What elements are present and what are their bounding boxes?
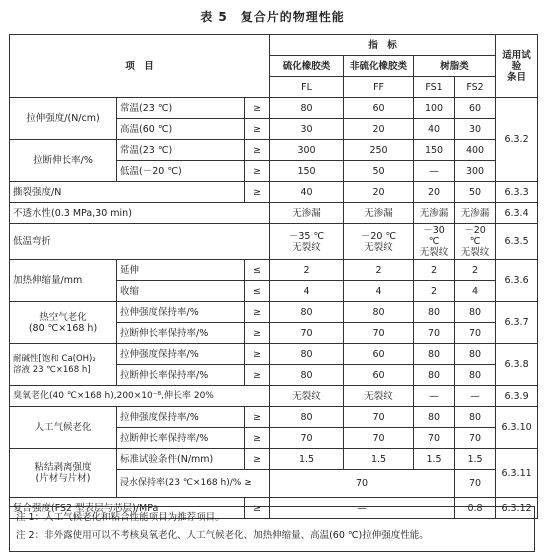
- tear-clause: 6.3.3: [496, 182, 538, 203]
- header-fs2: FS2: [455, 77, 496, 98]
- table-cell: —: [414, 386, 455, 407]
- elong-op2: ≥: [245, 161, 270, 182]
- table-cell: 0.8: [455, 498, 496, 519]
- table-cell: 1.5: [414, 449, 455, 470]
- elong-op1: ≥: [245, 140, 270, 161]
- hotair-clause: 6.3.7: [496, 302, 538, 344]
- composite-label: 复合强度(FS2 型表层与芯层)/MPa: [10, 498, 245, 519]
- table-cell: 2: [455, 260, 496, 281]
- header-ff: FF: [344, 77, 414, 98]
- table-cell: 2: [270, 260, 344, 281]
- ozone-label: 臭氧老化(40 ℃×168 h),200×10⁻⁸,伸长率 20%: [10, 386, 270, 407]
- table-cell: 80: [414, 302, 455, 323]
- artificial-op1: ≥: [245, 407, 270, 428]
- table-cell: 无裂纹: [270, 386, 344, 407]
- table-cell: 70: [414, 428, 455, 449]
- tensile-cond2: 高温(60 ℃): [117, 119, 245, 140]
- table-cell: 无裂纹: [344, 386, 414, 407]
- table-cell: 1.5: [455, 449, 496, 470]
- peel-cond2: 浸水保持率(23 ℃×168 h)/% ≥: [117, 470, 270, 498]
- table-cell: 40: [414, 119, 455, 140]
- water-clause: 6.3.4: [496, 203, 538, 224]
- artificial-cond1: 拉伸强度保持率/%: [117, 407, 245, 428]
- table-cell: 30: [270, 119, 344, 140]
- table-title: 表 5 复合片的物理性能: [200, 10, 345, 24]
- table-cell: 80: [270, 344, 344, 365]
- table-cell: 4: [344, 281, 414, 302]
- table-cell: 80: [414, 407, 455, 428]
- hotair-label: 热空气老化 (80 ℃×168 h): [10, 302, 117, 344]
- table-cell: 无渗漏: [455, 203, 496, 224]
- table-cell: 70: [344, 428, 414, 449]
- table-cell: 80: [414, 365, 455, 386]
- header-vulcanized: 硫化橡胶类: [270, 56, 344, 77]
- alkali-label: 耐碱性[饱和 Ca(OH)₂ 溶液 23 ℃×168 h]: [10, 344, 117, 386]
- composite-clause: 6.3.12: [496, 498, 538, 519]
- table-cell: 100: [414, 98, 455, 119]
- elong-cond2: 低温(－20 ℃): [117, 161, 245, 182]
- table-cell: 60: [344, 344, 414, 365]
- table-cell: 70: [270, 323, 344, 344]
- table-cell: 70: [270, 470, 455, 498]
- header-nonvulcanized: 非硫化橡胶类: [344, 56, 414, 77]
- composite-op: ≥: [245, 498, 270, 519]
- alkali-cond2: 拉断伸长率保持率/%: [117, 365, 245, 386]
- table-cell: 70: [344, 323, 414, 344]
- alkali-clause: 6.3.8: [496, 344, 538, 386]
- peel-op1: ≥: [245, 449, 270, 470]
- table-cell: 30: [455, 119, 496, 140]
- table-cell: 40: [270, 182, 344, 203]
- table-cell: 2: [414, 281, 455, 302]
- table-cell: 70: [344, 407, 414, 428]
- table-cell: 300: [455, 161, 496, 182]
- table-cell: 70: [270, 428, 344, 449]
- peel-cond1: 标准试验条件(N/mm): [117, 449, 245, 470]
- table-cell: 20: [414, 182, 455, 203]
- table-cell: 80: [455, 365, 496, 386]
- table-cell: 无渗漏: [344, 203, 414, 224]
- lowtemp-label: 低温弯折: [10, 224, 270, 260]
- artificial-cond2: 拉断伸长率保持率/%: [117, 428, 245, 449]
- table-cell: －20 ℃ 无裂纹: [455, 224, 496, 260]
- table-cell: 无渗漏: [270, 203, 344, 224]
- table-cell: －20 ℃ 无裂纹: [344, 224, 414, 260]
- alkali-op2: ≥: [245, 365, 270, 386]
- table-cell: —: [414, 161, 455, 182]
- table-cell: 无渗漏: [414, 203, 455, 224]
- table-cell: 2: [414, 260, 455, 281]
- tensile-cond1: 常温(23 ℃): [117, 98, 245, 119]
- table-cell: 2: [344, 260, 414, 281]
- table-cell: 80: [270, 302, 344, 323]
- table-cell: 1.5: [344, 449, 414, 470]
- table-cell: 20: [344, 182, 414, 203]
- shrink-label: 加热伸缩量/mm: [10, 260, 117, 302]
- table-cell: 60: [455, 98, 496, 119]
- water-label: 不透水性(0.3 MPa,30 min): [10, 203, 270, 224]
- table-cell: 80: [344, 302, 414, 323]
- note-2: 注 2：非外露使用可以不考核臭氧老化、人工气候老化、加热伸缩量、高温(60 ℃)拉伸强度性能。: [16, 530, 429, 541]
- hotair-op1: ≥: [245, 302, 270, 323]
- table-cell: 80: [414, 344, 455, 365]
- tensile-clause: 6.3.2: [496, 98, 538, 182]
- note-1: 注 1：人工气候老化和粘合性能项目为推荐项目。: [16, 512, 225, 523]
- artificial-op2: ≥: [245, 428, 270, 449]
- table-cell: 60: [344, 98, 414, 119]
- table-cell: 50: [344, 161, 414, 182]
- table-cell: 300: [270, 140, 344, 161]
- elong-cond1: 常温(23 ℃): [117, 140, 245, 161]
- tear-op: ≥: [245, 182, 270, 203]
- hotair-op2: ≥: [245, 323, 270, 344]
- table-cell: 70: [455, 428, 496, 449]
- table-cell: 50: [455, 182, 496, 203]
- table-cell: 80: [455, 302, 496, 323]
- table-cell: 80: [270, 365, 344, 386]
- alkali-op1: ≥: [245, 344, 270, 365]
- artificial-label: 人工气候老化: [10, 407, 117, 449]
- shrink-op1: ≤: [245, 260, 270, 281]
- header-test-clause: 适用试验 条目: [496, 35, 538, 98]
- elong-label: 拉断伸长率/%: [10, 140, 117, 182]
- table-cell: 400: [455, 140, 496, 161]
- header-indicator: 指 标: [270, 35, 496, 56]
- table-cell: 70: [414, 323, 455, 344]
- table-cell: 70: [455, 323, 496, 344]
- tear-label: 撕裂强度/N: [10, 182, 245, 203]
- peel-label: 粘结剥离强度 (片材与片材): [10, 449, 117, 498]
- artificial-clause: 6.3.10: [496, 407, 538, 449]
- alkali-cond1: 拉伸强度保持率/%: [117, 344, 245, 365]
- header-resin: 树脂类: [414, 56, 496, 77]
- table-cell: 4: [455, 281, 496, 302]
- table-cell: 80: [455, 407, 496, 428]
- table-cell: 70: [455, 470, 496, 498]
- table-cell: －30 ℃ 无裂纹: [414, 224, 455, 260]
- table-cell: 150: [414, 140, 455, 161]
- table-cell: —: [270, 498, 455, 519]
- table-cell: 60: [344, 365, 414, 386]
- hotair-cond1: 拉伸强度保持率/%: [117, 302, 245, 323]
- table-cell: 20: [344, 119, 414, 140]
- header-fl: FL: [270, 77, 344, 98]
- table-cell: 150: [270, 161, 344, 182]
- table-cell: 4: [270, 281, 344, 302]
- table-cell: 80: [455, 344, 496, 365]
- tensile-label: 拉伸强度/(N/cm): [10, 98, 117, 140]
- shrink-clause: 6.3.6: [496, 260, 538, 302]
- notes-box: [9, 506, 535, 552]
- physical-properties-table: [9, 34, 538, 519]
- header-fs1: FS1: [414, 77, 455, 98]
- table-cell: —: [455, 386, 496, 407]
- table-cell: －35 ℃ 无裂纹: [270, 224, 344, 260]
- table-cell: 250: [344, 140, 414, 161]
- header-item: 项 目: [10, 35, 270, 98]
- shrink-cond2: 收缩: [117, 281, 245, 302]
- shrink-op2: ≤: [245, 281, 270, 302]
- lowtemp-clause: 6.3.5: [496, 224, 538, 260]
- tensile-op2: ≥: [245, 119, 270, 140]
- shrink-cond1: 延伸: [117, 260, 245, 281]
- table-cell: 80: [270, 407, 344, 428]
- ozone-clause: 6.3.9: [496, 386, 538, 407]
- hotair-cond2: 拉断伸长率保持率/%: [117, 323, 245, 344]
- peel-clause: 6.3.11: [496, 449, 538, 498]
- table-cell: 1.5: [270, 449, 344, 470]
- table-cell: 80: [270, 98, 344, 119]
- tensile-op1: ≥: [245, 98, 270, 119]
